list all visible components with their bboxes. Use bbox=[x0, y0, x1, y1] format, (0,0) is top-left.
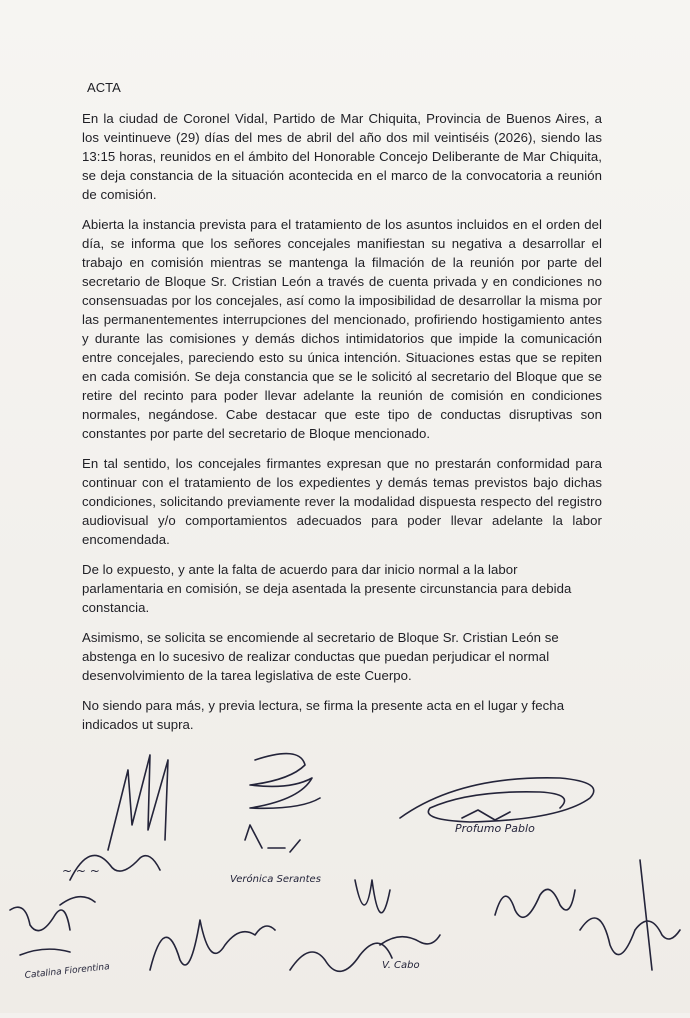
signature-2 bbox=[245, 754, 320, 852]
signature-name-3: Catalina Fiorentina bbox=[24, 962, 111, 981]
signature-name-4: V. Cabo bbox=[382, 960, 420, 971]
acta-body bbox=[82, 78, 602, 745]
signature-4 bbox=[10, 907, 70, 955]
signatures-svg bbox=[0, 730, 690, 1013]
signature-7 bbox=[495, 860, 680, 970]
paragraph-3: En tal sentido, los concejales firmantes expresan que no prestarán conformidad para continuar con el tratamiento de los expedientes y demás temas previstos bajo dichas condiciones, solicitando previamente rever la modalidad dispuesta respecto del registro audiovisual y/o comportamientos adecuados para poder llevar adelante la labor encomendada. bbox=[82, 456, 602, 547]
paragraph-1: En la ciudad de Coronel Vidal, Partido de Mar Chiquita, Provincia de Buenos Aires, a los veintinueve (29) días del mes de abril del año dos mil veintiséis (2026), siendo las 13:15 horas, reunidos en el ámbito del Honorable Concejo Deliberante de Mar Chiquita, se deja constancia de la situación acontecida en el marco de la convocatoria a reunión de comisión. bbox=[82, 111, 602, 202]
signatures-area bbox=[0, 730, 690, 1013]
paragraph-5: Asimismo, se solicita se encomiende al secretario de Bloque Sr. Cristian León se abstenga en lo sucesivo de realizar conductas que puedan perjudicar el normal desenvolvimiento de la tarea legislativa de este Cuerpo. bbox=[82, 630, 559, 683]
signature-1 bbox=[60, 755, 168, 905]
signature-6 bbox=[290, 880, 440, 971]
paragraph-2: Abierta la instancia prevista para el tratamiento de los asuntos incluidos en el orden del día, se informa que los señores concejales manifiestan su negativa a desarrollar el trabajo en comisión mientras se mantenga la filmación de la reunión por parte del secretario de Bloque Sr. Cristian León a través de cuenta privada y en condiciones no consensuadas por los concejales, así como la imposibilidad de desarrollar la misma por las permanentementes interrupciones del mencionado, profiriendo hostigamiento antes y durante las comisiones y demás dichos intimidatorios que impide la comunicación entre concejales, pareciendo esto su única intención. Situaciones estas que se repiten en cada comisión. Se deja constancia que se le solicitó al secretario del Bloque que se retire del recinto para poder llevar adelante la reunión de comisión en condiciones normales, negándose. Cabe destacar que este tipo de conductas disruptivas son constantes por parte del secretario de Bloque mencionado. bbox=[82, 217, 602, 441]
signature-name-2: Profumo Pablo bbox=[455, 822, 535, 835]
paragraph-4: De lo expuesto, y ante la falta de acuerdo para dar inicio normal a la labor parlamentaria en comisión, se deja asentada la presente circunstancia para debida constancia. bbox=[82, 562, 572, 615]
paragraph-6: No siendo para más, y previa lectura, se firma la presente acta en el lugar y fecha indicados ut supra. bbox=[82, 698, 565, 732]
signature-name-1: Verónica Serantes bbox=[230, 874, 321, 885]
acta-title: ACTA bbox=[87, 80, 121, 95]
signature-5 bbox=[150, 920, 275, 970]
signature-3 bbox=[400, 778, 594, 822]
signature-scribble-left: ~ ~ ~ bbox=[62, 864, 100, 878]
